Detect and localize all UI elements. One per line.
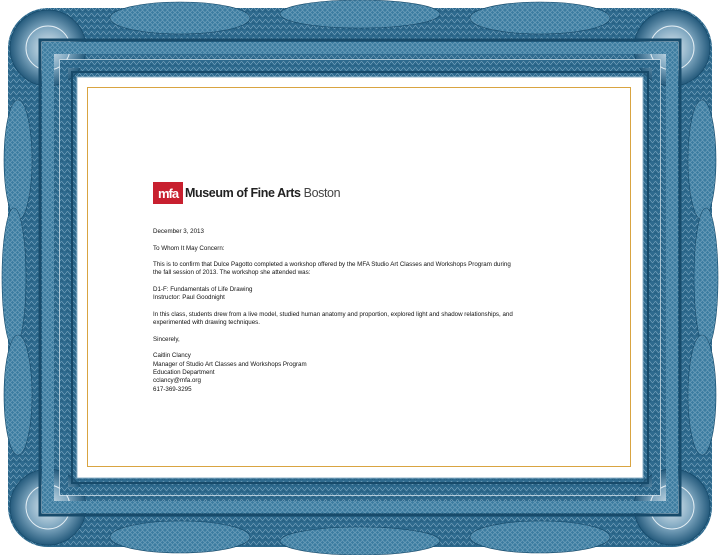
signer-name: Caitlin Clancy	[153, 352, 191, 360]
letter-closing: Sincerely,	[153, 335, 180, 343]
course-title: D1-F: Fundamentals of Life Drawing	[153, 286, 253, 294]
signer-phone: 617-369-3295	[153, 385, 192, 393]
signer-department: Education Department	[153, 369, 215, 377]
letter-body	[153, 228, 573, 402]
paragraph-2-line-1: In this class, students drew from a live model, studied human anatomy and proportion, explored light and shadow relationships, and	[153, 310, 513, 318]
paragraph-1-line-1: This is to confirm that Dulce Pagotto completed a workshop offered by the MFA Studio Art Classes and Workshops Program during	[153, 261, 511, 269]
paragraph-1-line-2: the fall session of 2013. The workshop she attended was:	[153, 269, 311, 277]
museum-name	[185, 186, 340, 200]
course-info	[153, 286, 573, 303]
signature-block	[153, 352, 573, 393]
letter-panel	[87, 87, 631, 467]
letter-salutation: To Whom It May Concern:	[153, 244, 225, 252]
letter-date: December 3, 2013	[153, 228, 204, 235]
letter-paragraph-2	[153, 311, 573, 328]
mfa-logo-mark: mfa	[153, 182, 183, 204]
museum-name-main: Museum of Fine Arts	[185, 186, 301, 200]
signer-email: cclancy@mfa.org	[153, 377, 201, 385]
museum-name-city: Boston	[303, 186, 341, 200]
paragraph-2-line-2: experimented with drawing techniques.	[153, 319, 260, 327]
course-instructor: Instructor: Paul Goodnight	[153, 294, 225, 302]
letter-paragraph-1	[153, 261, 573, 278]
museum-logo	[153, 182, 340, 204]
signer-title: Manager of Studio Art Classes and Workshops Program	[153, 360, 307, 368]
